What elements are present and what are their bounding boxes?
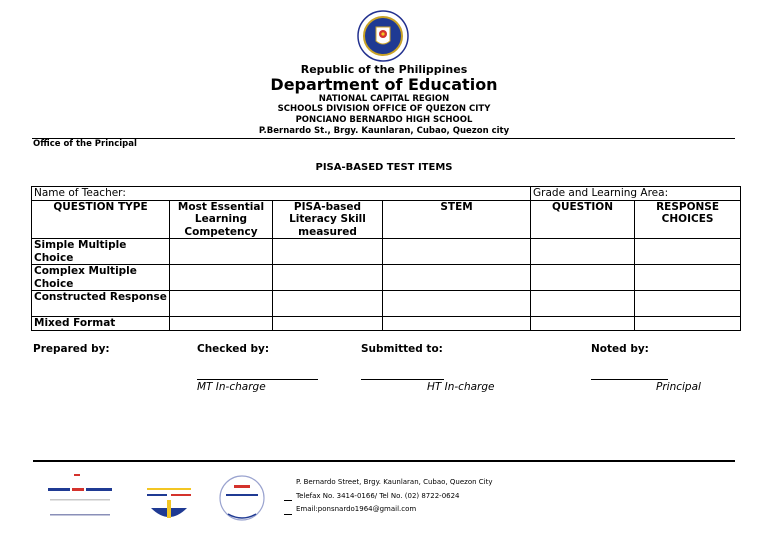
table-cell[interactable] [170,317,273,331]
row-label-complex-mc: Complex Multiple Choice [32,265,170,291]
footer-email: Email:ponsnardo1964@gmail.com [296,505,417,513]
submitted-to-label: Submitted to: [361,343,443,355]
table-cell[interactable] [170,291,273,317]
test-items-table [31,186,741,331]
bagong-pilipinas-logo [143,478,195,524]
table-cell[interactable] [531,239,635,265]
table-cell[interactable] [273,265,383,291]
table-cell[interactable] [170,239,273,265]
table-cell[interactable] [273,317,383,331]
department-title: Department of Education [270,75,498,94]
table-cell[interactable] [273,291,383,317]
row-label-constructed: Constructed Response [32,291,170,317]
table-cell[interactable] [531,317,635,331]
office-label: Office of the Principal [33,139,137,149]
noted-by-label: Noted by: [591,343,649,355]
table-cell[interactable] [383,291,531,317]
col-header-stem: STEM [383,200,531,239]
table-cell[interactable] [531,291,635,317]
region-line: NATIONAL CAPITAL REGION [318,94,450,104]
mt-in-charge-label: MT In-charge [197,381,266,393]
table-cell[interactable] [531,265,635,291]
row-label-mixed: Mixed Format [32,317,170,331]
school-seal-logo [218,472,266,524]
prepared-by-label: Prepared by: [33,343,110,355]
footer-contact [296,476,493,517]
deped-seal [357,10,409,62]
footer-phone: Telefax No. 3414-0166/ Tel No. (02) 8722-0624 [296,491,460,500]
document-title: PISA-BASED TEST ITEMS [315,162,453,173]
table-cell[interactable] [635,265,741,291]
table-cell[interactable] [635,317,741,331]
ht-in-charge-label: HT In-charge [427,381,495,393]
table-cell[interactable] [635,239,741,265]
table-cell[interactable] [635,291,741,317]
address-line: P.Bernardo St., Brgy. Kaunlaran, Cubao, Quezon city [258,126,510,136]
table-cell[interactable] [273,239,383,265]
grade-area-field[interactable]: Grade and Learning Area: [531,187,741,201]
header-divider [32,138,735,139]
col-header-question: QUESTION [531,200,635,239]
deped-matatag-logo [44,472,116,518]
footer-address: P. Bernardo Street, Brgy. Kaunlaran, Cubao, Quezon City [296,478,493,486]
division-line: SCHOOLS DIVISION OFFICE OF QUEZON CITY [277,104,491,114]
col-header-literacy-skill: PISA-based Literacy Skill measured [273,200,383,239]
teacher-name-field[interactable]: Name of Teacher: [32,187,531,201]
ht-signature-line [361,379,444,380]
table-cell[interactable] [383,239,531,265]
footer-bullet [284,514,292,515]
mt-signature-line [197,379,318,380]
col-header-competency: Most Essential Learning Competency [170,200,273,239]
principal-label: Principal [656,381,701,393]
footer-divider [33,460,735,462]
col-header-response-choices: RESPONSE CHOICES [635,200,741,239]
republic-line: Republic of the Philippines [300,63,468,76]
table-cell[interactable] [383,265,531,291]
row-label-simple-mc: Simple Multiple Choice [32,239,170,265]
checked-by-label: Checked by: [197,343,270,355]
principal-signature-line [591,379,668,380]
footer-bullet [284,500,292,501]
table-cell[interactable] [170,265,273,291]
table-cell[interactable] [383,317,531,331]
school-line: PONCIANO BERNARDO HIGH SCHOOL [295,115,473,125]
col-header-question-type: QUESTION TYPE [32,200,170,239]
